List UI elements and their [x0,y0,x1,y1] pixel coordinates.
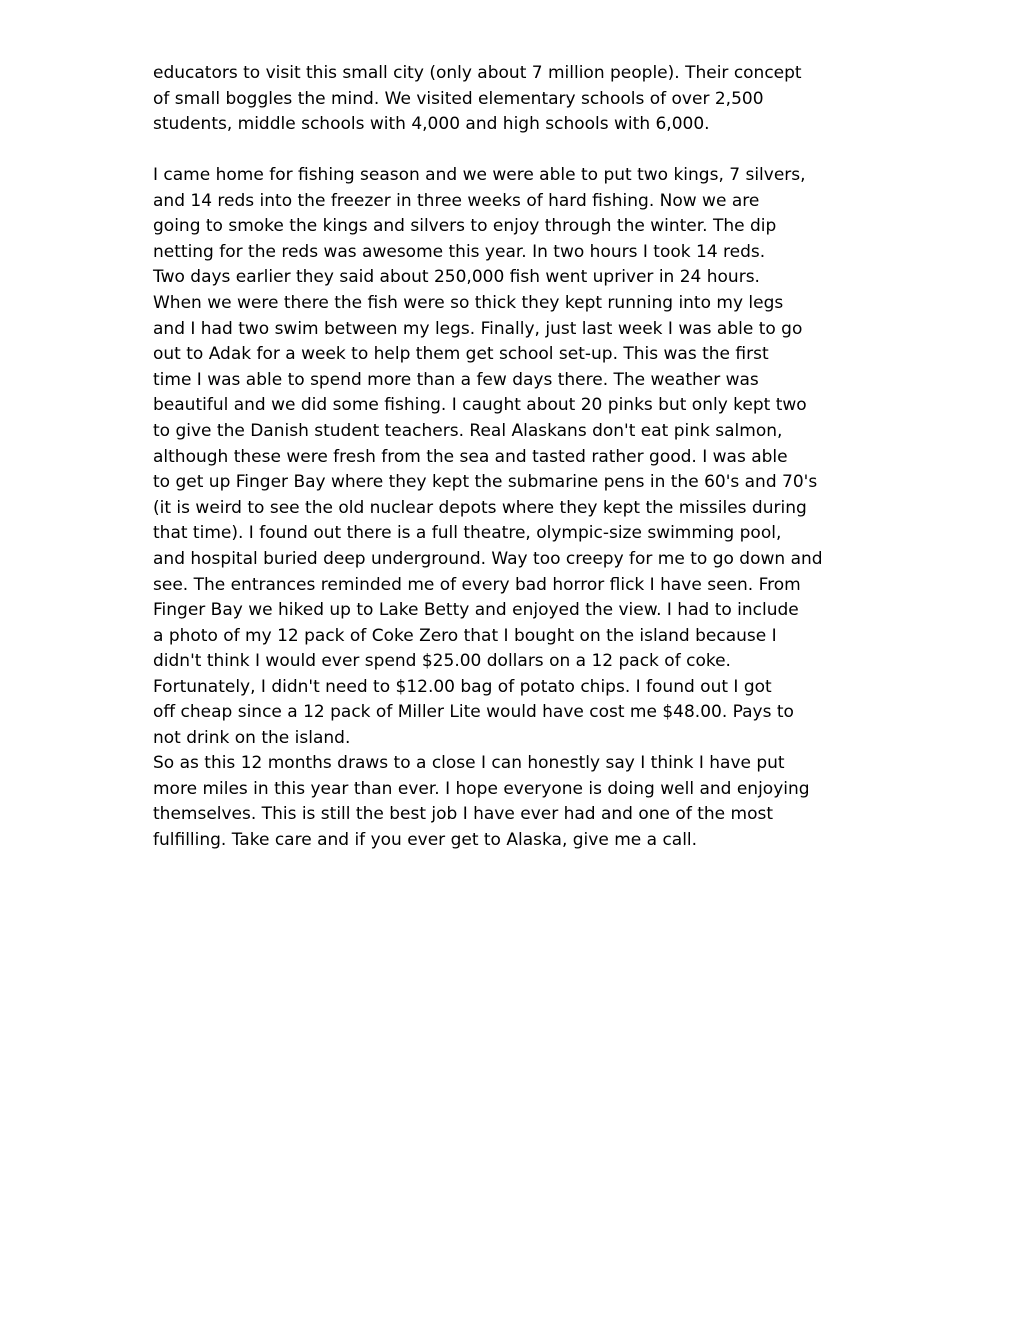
text-line: students, middle schools with 4,000 and high schools with 6,000. [153,114,710,135]
paragraph [153,163,873,752]
text-line: So as this 12 months draws to a close I can honestly say I think I have put [153,753,785,773]
text-line: out to Adak for a week to help them get school set-up. This was the first [153,344,769,365]
text-line: of small boggles the mind. We visited elementary schools of over 2,500 [153,88,764,109]
text-line: going to smoke the kings and silvers to enjoy through the winter. The dip [153,216,777,237]
text-line: to get up Finger Bay where they kept the submarine pens in the 60's and 70's [153,472,818,493]
text-line: and hospital buried deep underground. Way too creepy for me to go down and [153,548,823,569]
text-line: see. The entrances reminded me of every bad horror flick I have seen. From [153,574,801,595]
text-line: When we were there the fish were so thick they kept running into my legs [153,292,784,313]
text-line: (it is weird to see the old nuclear depots where they kept the missiles during [153,497,807,518]
text-line: beautiful and we did some fishing. I caught about 20 pinks but only kept two [153,395,807,416]
text-line: time I was able to spend more than a few days there. The weather was [153,369,759,390]
text-line: Fortunately, I didn't need to $12.00 bag of potato chips. I found out I got [153,676,772,697]
text-line: themselves. This is still the best job I have ever had and one of the most [153,804,773,825]
text-line: a photo of my 12 pack of Coke Zero that I bought on the island because I [153,625,777,646]
text-line: although these were fresh from the sea and tasted rather good. I was able [153,446,788,467]
text-line: and 14 reds into the freezer in three weeks of hard fishing. Now we are [153,190,760,211]
text-line: that time). I found out there is a full theatre, olympic-size swimming pool, [153,523,782,544]
text-line: fulfilling. Take care and if you ever get to Alaska, give me a call. [153,829,698,850]
paragraph [153,751,873,853]
text-line: not drink on the island. [153,728,351,749]
text-line: I came home for fishing season and we were able to put two kings, 7 silvers, [153,165,806,185]
text-line: and I had two swim between my legs. Finally, just last week I was able to go [153,318,803,339]
text-line: Two days earlier they said about 250,000 fish went upriver in 24 hours. [153,267,760,288]
text-line: Finger Bay we hiked up to Lake Betty and enjoyed the view. I had to include [153,600,799,621]
text-line: educators to visit this small city (only about 7 million people). Their concept [153,63,802,83]
text-line: off cheap since a 12 pack of Miller Lite would have cost me $48.00. Pays to [153,702,794,723]
paragraph [153,61,873,138]
text-line: netting for the reds was awesome this year. In two hours I took 14 reds. [153,241,766,262]
text-line: didn't think I would ever spend $25.00 dollars on a 12 pack of coke. [153,651,731,672]
text-line: more miles in this year than ever. I hope everyone is doing well and enjoying [153,778,810,799]
text-line: to give the Danish student teachers. Real Alaskans don't eat pink salmon, [153,420,783,441]
